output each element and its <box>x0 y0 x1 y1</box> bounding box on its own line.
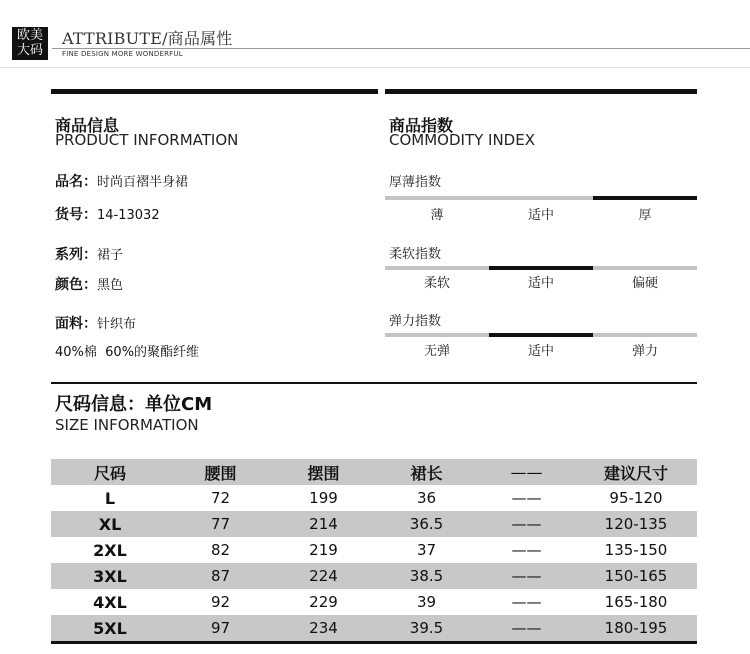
softness-index-labels <box>385 272 697 291</box>
size-info-top-rule <box>51 382 697 384</box>
softness-index-marker <box>489 266 593 270</box>
table-header-cell: 建议尺寸 <box>603 463 668 483</box>
index-option: 适中 <box>527 208 554 223</box>
composition-text: 40%棉 60%的聚酯纤维 <box>55 345 200 360</box>
commodity-index-title-zh: 商品指数 <box>389 116 454 135</box>
info-value: 时尚百褶半身裙 <box>97 175 189 190</box>
table-cell: 180-195 <box>604 619 668 637</box>
table-cell: 39 <box>416 593 437 611</box>
info-row-color <box>55 274 123 294</box>
thickness-index-labels <box>385 204 697 223</box>
table-header-cell: 腰围 <box>204 463 237 483</box>
elasticity-index-title: 弹力指数 <box>389 314 442 329</box>
index-option: 厚 <box>638 208 652 223</box>
size-info-title-zh: 尺码信息：单位CM <box>55 394 213 415</box>
index-option: 偏硬 <box>631 276 658 291</box>
info-value: 裙子 <box>97 248 124 263</box>
table-header-cell: 裙长 <box>410 463 443 483</box>
table-cell: 92 <box>210 593 231 611</box>
table-cell: 36.5 <box>409 515 444 533</box>
table-header-cell: 尺码 <box>93 463 126 483</box>
header-subtitle: FINE DESIGN MORE WONDERFUL <box>62 50 183 58</box>
info-value: 14-13032 <box>97 208 160 223</box>
table-cell: 87 <box>210 567 231 585</box>
table-cell: 165-180 <box>604 593 668 611</box>
index-option: 弹力 <box>631 344 658 359</box>
table-cell: 97 <box>210 619 231 637</box>
index-option: 适中 <box>527 344 554 359</box>
table-cell: 3XL <box>93 566 127 586</box>
header-divider <box>52 48 750 49</box>
info-row-fabric <box>55 313 136 333</box>
table-row <box>51 537 697 563</box>
thickness-index-bar <box>385 196 697 200</box>
table-cell: 5XL <box>93 618 127 638</box>
info-label: 面料： <box>55 316 97 332</box>
elasticity-index-bar <box>385 333 697 337</box>
table-cell: XL <box>98 514 122 534</box>
elasticity-index-marker <box>489 333 593 337</box>
size-table-bottom-rule <box>51 641 697 644</box>
table-cell: 36 <box>416 489 437 507</box>
info-value: 黑色 <box>97 278 124 293</box>
elasticity-index-labels <box>385 340 697 359</box>
product-info-title-en: PRODUCT INFORMATION <box>55 131 239 149</box>
table-cell: L <box>104 488 116 508</box>
header-title: ATTRIBUTE/商品属性 <box>62 29 233 48</box>
index-option: 无弹 <box>423 344 450 359</box>
table-cell: —— <box>511 619 542 637</box>
table-cell: 39.5 <box>409 619 444 637</box>
table-row <box>51 511 697 537</box>
product-info-title-zh: 商品信息 <box>55 116 120 135</box>
brand-badge <box>12 27 48 60</box>
table-cell: 135-150 <box>604 541 668 559</box>
header-bottom-rule <box>0 67 750 68</box>
index-option: 适中 <box>527 276 554 291</box>
table-cell: 77 <box>210 515 231 533</box>
info-label: 货号： <box>55 207 97 223</box>
commodity-index-title-en: COMMODITY INDEX <box>389 131 535 149</box>
table-row <box>51 563 697 589</box>
table-header-cell: 摆围 <box>307 463 340 483</box>
table-cell: 4XL <box>93 592 127 612</box>
badge-line-1: 欧美 <box>16 28 43 43</box>
table-cell: —— <box>511 593 542 611</box>
table-cell: —— <box>511 541 542 559</box>
size-info-title-en: SIZE INFORMATION <box>55 416 199 434</box>
table-cell: 224 <box>309 567 338 585</box>
info-label: 品名： <box>55 174 97 190</box>
size-table <box>51 459 697 641</box>
table-cell: 214 <box>309 515 338 533</box>
table-cell: 199 <box>309 489 338 507</box>
table-cell: 150-165 <box>604 567 668 585</box>
table-cell: 234 <box>309 619 338 637</box>
index-option: 柔软 <box>423 276 450 291</box>
table-cell: 219 <box>309 541 338 559</box>
info-row-series <box>55 244 123 264</box>
table-cell: —— <box>511 567 542 585</box>
thickness-index-title: 厚薄指数 <box>389 175 442 190</box>
table-cell: 72 <box>210 489 231 507</box>
table-cell: 120-135 <box>604 515 668 533</box>
product-info-top-rule <box>51 89 378 94</box>
info-row-item-number <box>55 204 160 224</box>
info-row-name <box>55 171 188 191</box>
info-value: 针织布 <box>97 317 137 332</box>
table-cell: 2XL <box>93 540 127 560</box>
thickness-index-marker <box>593 196 697 200</box>
index-option: 薄 <box>430 208 444 223</box>
softness-index-bar <box>385 266 697 270</box>
info-label: 颜色： <box>55 277 97 293</box>
table-row <box>51 615 697 641</box>
table-cell: 82 <box>210 541 231 559</box>
table-cell: 95-120 <box>609 489 663 507</box>
table-cell: 37 <box>416 541 437 559</box>
table-cell: —— <box>511 489 542 507</box>
table-header-row <box>51 459 697 485</box>
table-cell: 38.5 <box>409 567 444 585</box>
badge-line-2: 大码 <box>16 43 43 58</box>
table-row <box>51 485 697 511</box>
table-cell: 229 <box>309 593 338 611</box>
commodity-index-top-rule <box>385 89 697 94</box>
info-label: 系列： <box>55 247 97 263</box>
softness-index-title: 柔软指数 <box>389 247 442 262</box>
table-row <box>51 589 697 615</box>
table-cell: —— <box>511 515 542 533</box>
table-header-cell: —— <box>510 462 543 482</box>
